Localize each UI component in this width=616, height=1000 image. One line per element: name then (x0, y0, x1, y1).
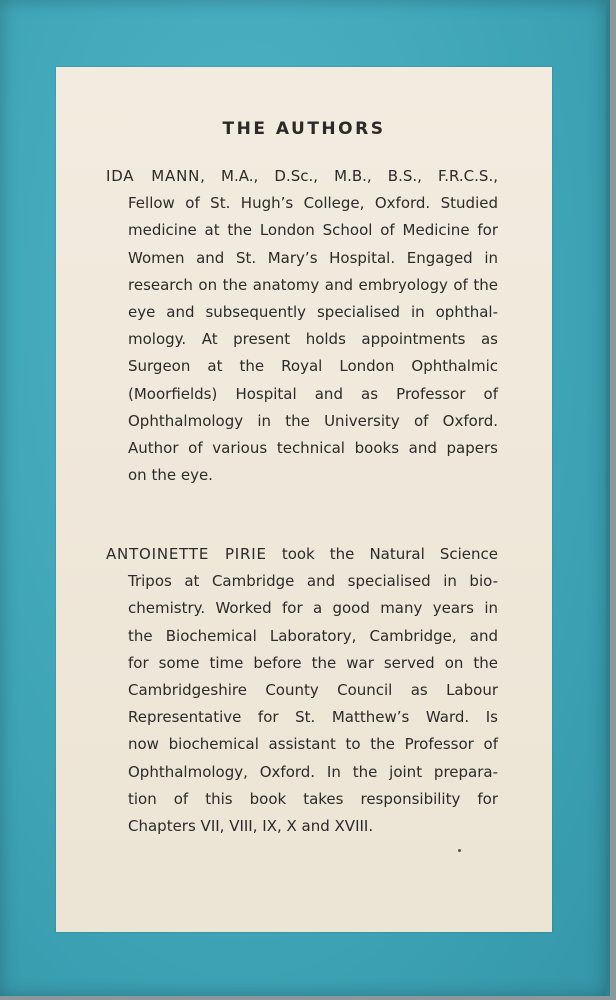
bio-line: Chapters VII, VIII, IX, X and XVIII. (128, 817, 374, 836)
bio-line: Cambridgeshire County Council as Labour (128, 681, 498, 700)
bio-line: IDA MANN, M.A., D.Sc., M.B., B.S., F.R.C.S., (106, 167, 498, 185)
author-bio-ida-mann (106, 163, 498, 489)
bio-line: Representative for St. Matthew’s Ward. Is (128, 708, 498, 727)
bio-line: Fellow of St. Hugh’s College, Oxford. Studied (128, 194, 498, 213)
bio-line: tion of this book takes responsibility for (128, 789, 498, 808)
bio-line: for some time before the war served on the (128, 653, 498, 672)
bio-line: the Biochemical Laboratory, Cambridge, and (128, 626, 498, 645)
bio-line: (Moorfields) Hospital and as Professor of (128, 384, 498, 403)
text-panel (56, 67, 552, 932)
bio-line: chemistry. Worked for a good many years in (128, 599, 498, 618)
bio-line: Ophthalmology in the University of Oxford. (128, 411, 498, 430)
bio-line: Surgeon at the Royal London Ophthalmic (128, 357, 498, 376)
bio-line: Author of various technical books and papers (128, 439, 498, 458)
section-heading: THE AUTHORS (222, 119, 386, 139)
bio-line: on the eye. (128, 466, 213, 485)
author-name: ANTOINETTE PIRIE (106, 545, 267, 563)
bio-line: medicine at the London School of Medicine for (128, 221, 498, 240)
bio-line: mology. At present holds appointments as (128, 330, 498, 349)
bio-line: Tripos at Cambridge and specialised in bio- (128, 572, 498, 591)
bio-line: ANTOINETTE PIRIE took the Natural Science (106, 545, 498, 563)
bio-line: now biochemical assistant to the Professor of (128, 735, 498, 754)
ink-speck (458, 849, 461, 852)
bio-line: Women and St. Mary’s Hospital. Engaged in (128, 248, 498, 267)
bio-line: eye and subsequently specialised in ophthal- (128, 303, 498, 322)
author-name: IDA MANN (106, 167, 201, 185)
author-bio-antoinette-pirie (106, 541, 498, 840)
bio-line: Ophthalmology, Oxford. In the joint prepara- (128, 762, 498, 781)
bio-line: research on the anatomy and embryology of the (128, 275, 498, 294)
